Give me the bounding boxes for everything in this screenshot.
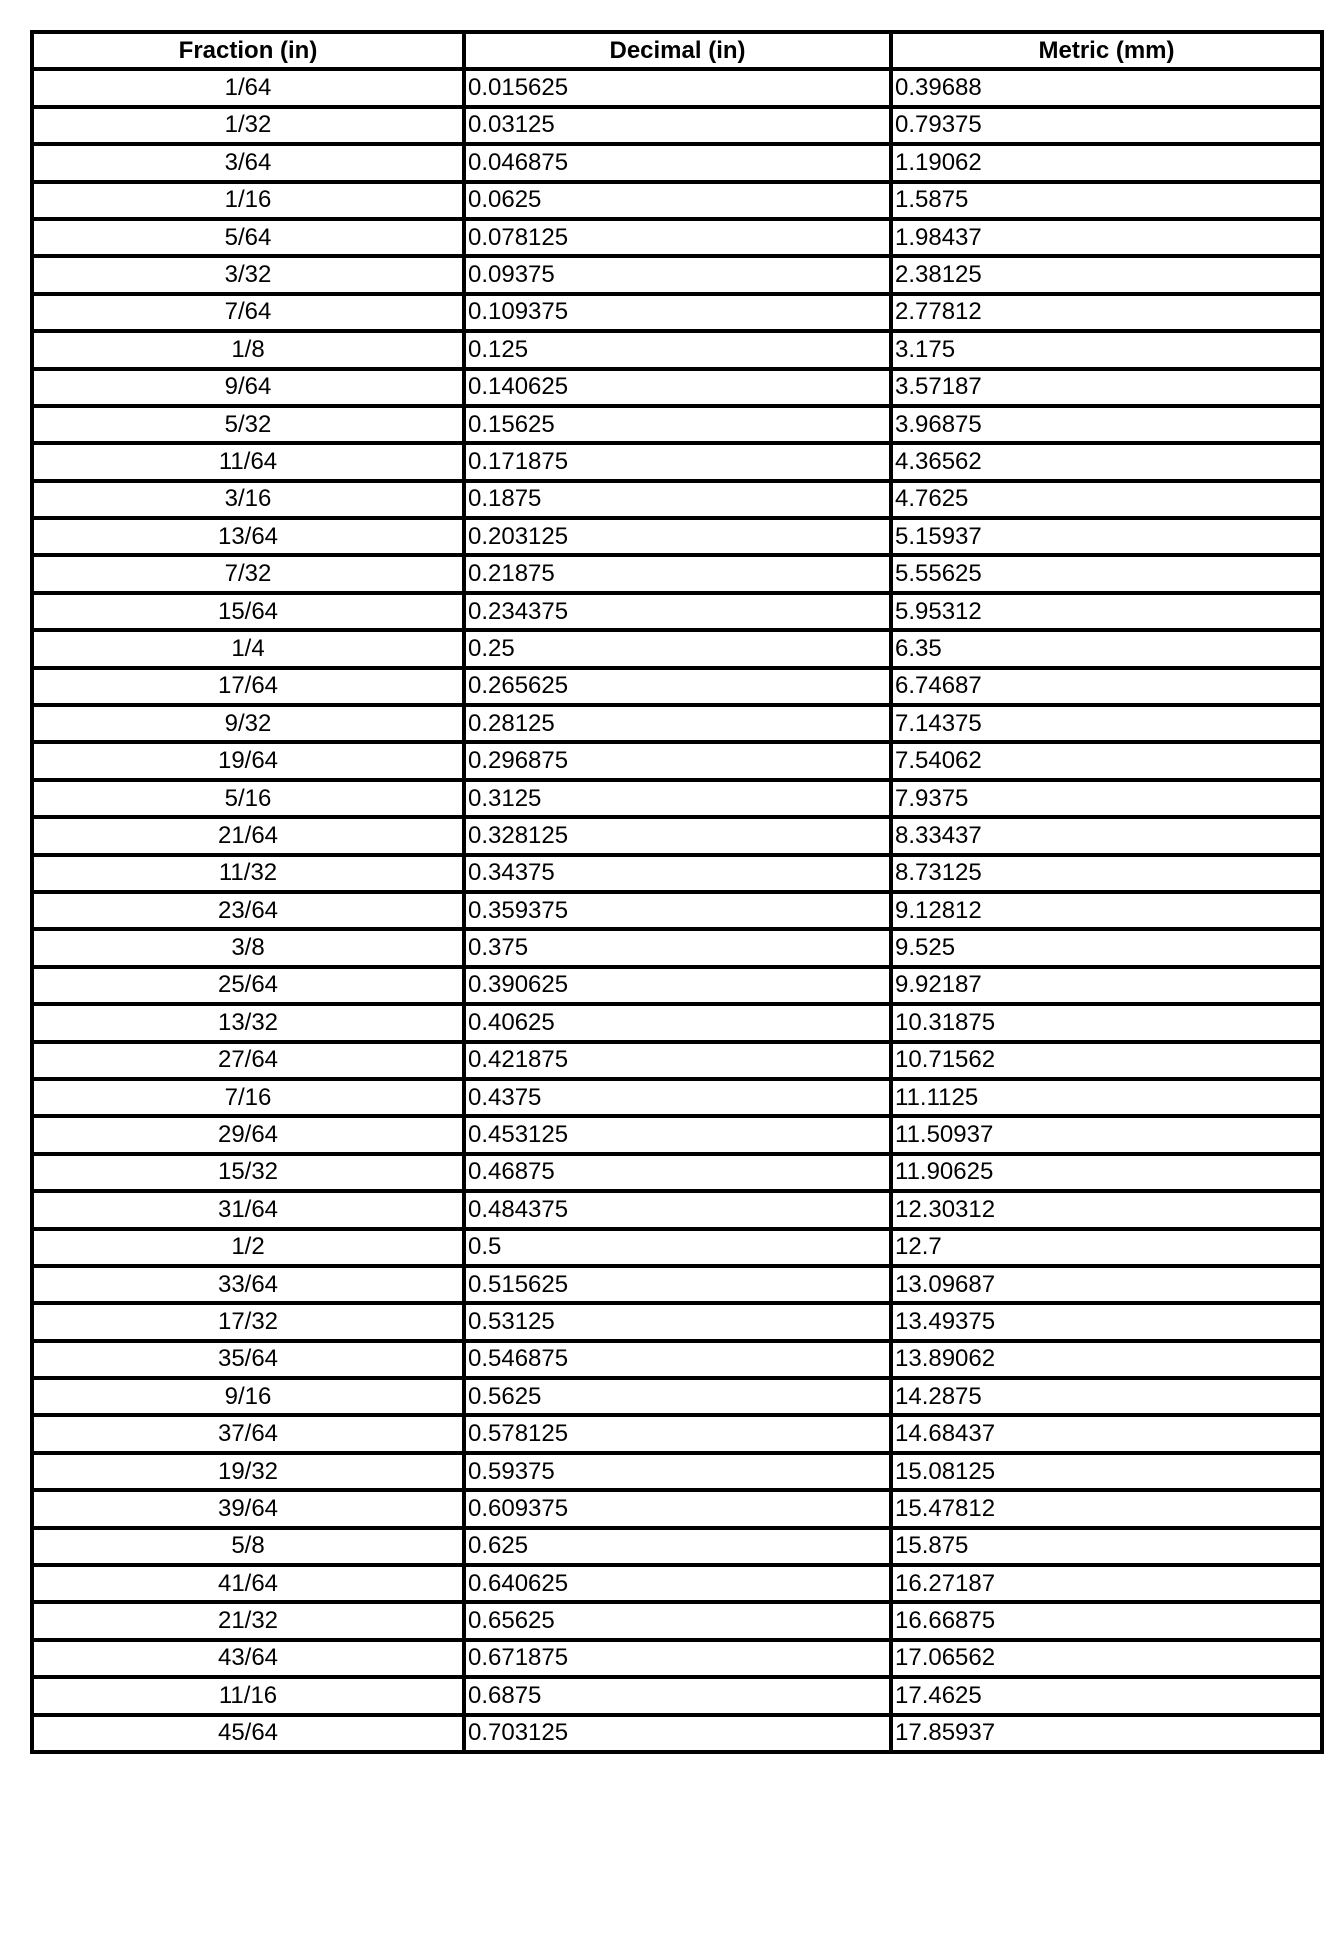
decimal-cell: 0.703125: [464, 1715, 891, 1752]
fraction-cell: 11/32: [32, 855, 464, 892]
table-row: [32, 1229, 1322, 1266]
metric-cell: 14.2875: [891, 1378, 1322, 1415]
table-row: [32, 630, 1322, 667]
decimal-cell: 0.203125: [464, 518, 891, 555]
decimal-cell: 0.28125: [464, 705, 891, 742]
table-row: [32, 1602, 1322, 1639]
metric-cell: 11.1125: [891, 1079, 1322, 1116]
fraction-cell: 9/32: [32, 705, 464, 742]
table-row: [32, 1116, 1322, 1153]
table-row: [32, 705, 1322, 742]
decimal-cell: 0.421875: [464, 1042, 891, 1079]
table-row: [32, 331, 1322, 368]
decimal-cell: 0.140625: [464, 369, 891, 406]
decimal-cell: 0.5: [464, 1229, 891, 1266]
decimal-cell: 0.15625: [464, 406, 891, 443]
table-row: [32, 369, 1322, 406]
conversion-table: [30, 30, 1324, 1754]
fraction-cell: 1/64: [32, 69, 464, 106]
fraction-cell: 21/64: [32, 817, 464, 854]
metric-cell: 17.85937: [891, 1715, 1322, 1752]
fraction-cell: 11/64: [32, 443, 464, 480]
metric-cell: 9.525: [891, 929, 1322, 966]
table-row: [32, 294, 1322, 331]
metric-cell: 3.96875: [891, 406, 1322, 443]
table-row: [32, 219, 1322, 256]
metric-cell: 9.12812: [891, 892, 1322, 929]
table-row: [32, 107, 1322, 144]
decimal-cell: 0.3125: [464, 780, 891, 817]
table-row: [32, 1042, 1322, 1079]
header-fraction: Fraction (in): [32, 32, 464, 69]
fraction-cell: 33/64: [32, 1266, 464, 1303]
decimal-cell: 0.1875: [464, 481, 891, 518]
metric-cell: 4.36562: [891, 443, 1322, 480]
decimal-cell: 0.453125: [464, 1116, 891, 1153]
table-row: [32, 1378, 1322, 1415]
fraction-cell: 45/64: [32, 1715, 464, 1752]
metric-cell: 9.92187: [891, 967, 1322, 1004]
table-row: [32, 1079, 1322, 1116]
table-row: [32, 1640, 1322, 1677]
decimal-cell: 0.328125: [464, 817, 891, 854]
table-row: [32, 443, 1322, 480]
decimal-cell: 0.359375: [464, 892, 891, 929]
header-decimal: Decimal (in): [464, 32, 891, 69]
fraction-cell: 5/32: [32, 406, 464, 443]
table-row: [32, 69, 1322, 106]
fraction-cell: 1/8: [32, 331, 464, 368]
metric-cell: 7.14375: [891, 705, 1322, 742]
metric-cell: 14.68437: [891, 1415, 1322, 1452]
table-row: [32, 1528, 1322, 1565]
decimal-cell: 0.234375: [464, 593, 891, 630]
metric-cell: 7.54062: [891, 742, 1322, 779]
decimal-cell: 0.640625: [464, 1565, 891, 1602]
metric-cell: 17.06562: [891, 1640, 1322, 1677]
table-row: [32, 967, 1322, 1004]
fraction-cell: 5/64: [32, 219, 464, 256]
metric-cell: 11.90625: [891, 1154, 1322, 1191]
decimal-cell: 0.625: [464, 1528, 891, 1565]
table-row: [32, 144, 1322, 181]
fraction-cell: 7/64: [32, 294, 464, 331]
metric-cell: 6.74687: [891, 668, 1322, 705]
table-row: [32, 1341, 1322, 1378]
decimal-cell: 0.375: [464, 929, 891, 966]
decimal-cell: 0.078125: [464, 219, 891, 256]
fraction-cell: 41/64: [32, 1565, 464, 1602]
table-row: [32, 929, 1322, 966]
decimal-cell: 0.34375: [464, 855, 891, 892]
decimal-cell: 0.40625: [464, 1004, 891, 1041]
table-row: [32, 1565, 1322, 1602]
decimal-cell: 0.671875: [464, 1640, 891, 1677]
fraction-cell: 37/64: [32, 1415, 464, 1452]
fraction-cell: 27/64: [32, 1042, 464, 1079]
fraction-cell: 7/32: [32, 555, 464, 592]
decimal-cell: 0.390625: [464, 967, 891, 1004]
table-row: [32, 668, 1322, 705]
decimal-cell: 0.296875: [464, 742, 891, 779]
table-row: [32, 1453, 1322, 1490]
metric-cell: 3.57187: [891, 369, 1322, 406]
fraction-cell: 39/64: [32, 1490, 464, 1527]
table-row: [32, 817, 1322, 854]
metric-cell: 0.39688: [891, 69, 1322, 106]
fraction-cell: 9/16: [32, 1378, 464, 1415]
fraction-cell: 19/32: [32, 1453, 464, 1490]
metric-cell: 13.09687: [891, 1266, 1322, 1303]
metric-cell: 7.9375: [891, 780, 1322, 817]
decimal-cell: 0.265625: [464, 668, 891, 705]
metric-cell: 6.35: [891, 630, 1322, 667]
metric-cell: 11.50937: [891, 1116, 1322, 1153]
fraction-cell: 17/64: [32, 668, 464, 705]
table-row: [32, 855, 1322, 892]
fraction-cell: 23/64: [32, 892, 464, 929]
decimal-cell: 0.609375: [464, 1490, 891, 1527]
metric-cell: 10.31875: [891, 1004, 1322, 1041]
decimal-cell: 0.015625: [464, 69, 891, 106]
table-row: [32, 1490, 1322, 1527]
fraction-cell: 43/64: [32, 1640, 464, 1677]
table-row: [32, 593, 1322, 630]
decimal-cell: 0.171875: [464, 443, 891, 480]
fraction-cell: 7/16: [32, 1079, 464, 1116]
table-body: [32, 69, 1322, 1752]
table-row: [32, 555, 1322, 592]
metric-cell: 5.55625: [891, 555, 1322, 592]
decimal-cell: 0.5625: [464, 1378, 891, 1415]
metric-cell: 2.38125: [891, 256, 1322, 293]
decimal-cell: 0.0625: [464, 182, 891, 219]
metric-cell: 15.08125: [891, 1453, 1322, 1490]
decimal-cell: 0.25: [464, 630, 891, 667]
table-row: [32, 1415, 1322, 1452]
metric-cell: 4.7625: [891, 481, 1322, 518]
table-row: [32, 1191, 1322, 1228]
table-row: [32, 481, 1322, 518]
decimal-cell: 0.4375: [464, 1079, 891, 1116]
table-row: [32, 518, 1322, 555]
table-row: [32, 1303, 1322, 1340]
fraction-cell: 17/32: [32, 1303, 464, 1340]
fraction-cell: 3/64: [32, 144, 464, 181]
fraction-cell: 13/32: [32, 1004, 464, 1041]
fraction-cell: 1/2: [32, 1229, 464, 1266]
decimal-cell: 0.09375: [464, 256, 891, 293]
table-row: [32, 1004, 1322, 1041]
decimal-cell: 0.6875: [464, 1677, 891, 1714]
table-row: [32, 1266, 1322, 1303]
table-row: [32, 892, 1322, 929]
metric-cell: 8.73125: [891, 855, 1322, 892]
fraction-cell: 1/32: [32, 107, 464, 144]
decimal-cell: 0.03125: [464, 107, 891, 144]
fraction-cell: 1/16: [32, 182, 464, 219]
fraction-cell: 31/64: [32, 1191, 464, 1228]
metric-cell: 13.89062: [891, 1341, 1322, 1378]
decimal-cell: 0.046875: [464, 144, 891, 181]
fraction-cell: 9/64: [32, 369, 464, 406]
metric-cell: 13.49375: [891, 1303, 1322, 1340]
decimal-cell: 0.515625: [464, 1266, 891, 1303]
decimal-cell: 0.59375: [464, 1453, 891, 1490]
table-row: [32, 1715, 1322, 1752]
metric-cell: 16.27187: [891, 1565, 1322, 1602]
metric-cell: 3.175: [891, 331, 1322, 368]
decimal-cell: 0.109375: [464, 294, 891, 331]
metric-cell: 2.77812: [891, 294, 1322, 331]
fraction-cell: 15/32: [32, 1154, 464, 1191]
fraction-cell: 1/4: [32, 630, 464, 667]
decimal-cell: 0.53125: [464, 1303, 891, 1340]
header-metric: Metric (mm): [891, 32, 1322, 69]
metric-cell: 0.79375: [891, 107, 1322, 144]
table-row: [32, 406, 1322, 443]
fraction-cell: 11/16: [32, 1677, 464, 1714]
fraction-cell: 15/64: [32, 593, 464, 630]
metric-cell: 12.7: [891, 1229, 1322, 1266]
decimal-cell: 0.125: [464, 331, 891, 368]
metric-cell: 1.19062: [891, 144, 1322, 181]
table-row: [32, 182, 1322, 219]
fraction-cell: 25/64: [32, 967, 464, 1004]
fraction-cell: 19/64: [32, 742, 464, 779]
fraction-cell: 21/32: [32, 1602, 464, 1639]
fraction-cell: 13/64: [32, 518, 464, 555]
decimal-cell: 0.21875: [464, 555, 891, 592]
table-row: [32, 780, 1322, 817]
metric-cell: 15.47812: [891, 1490, 1322, 1527]
metric-cell: 5.95312: [891, 593, 1322, 630]
decimal-cell: 0.65625: [464, 1602, 891, 1639]
decimal-cell: 0.546875: [464, 1341, 891, 1378]
fraction-cell: 5/16: [32, 780, 464, 817]
table-row: [32, 742, 1322, 779]
fraction-cell: 5/8: [32, 1528, 464, 1565]
fraction-cell: 3/8: [32, 929, 464, 966]
table-row: [32, 256, 1322, 293]
metric-cell: 10.71562: [891, 1042, 1322, 1079]
metric-cell: 8.33437: [891, 817, 1322, 854]
fraction-cell: 3/32: [32, 256, 464, 293]
metric-cell: 17.4625: [891, 1677, 1322, 1714]
fraction-cell: 3/16: [32, 481, 464, 518]
metric-cell: 1.5875: [891, 182, 1322, 219]
fraction-cell: 35/64: [32, 1341, 464, 1378]
metric-cell: 12.30312: [891, 1191, 1322, 1228]
table-row: [32, 1677, 1322, 1714]
table-header-row: [32, 32, 1322, 69]
fraction-cell: 29/64: [32, 1116, 464, 1153]
metric-cell: 5.15937: [891, 518, 1322, 555]
metric-cell: 15.875: [891, 1528, 1322, 1565]
decimal-cell: 0.484375: [464, 1191, 891, 1228]
metric-cell: 16.66875: [891, 1602, 1322, 1639]
decimal-cell: 0.46875: [464, 1154, 891, 1191]
metric-cell: 1.98437: [891, 219, 1322, 256]
table-row: [32, 1154, 1322, 1191]
decimal-cell: 0.578125: [464, 1415, 891, 1452]
